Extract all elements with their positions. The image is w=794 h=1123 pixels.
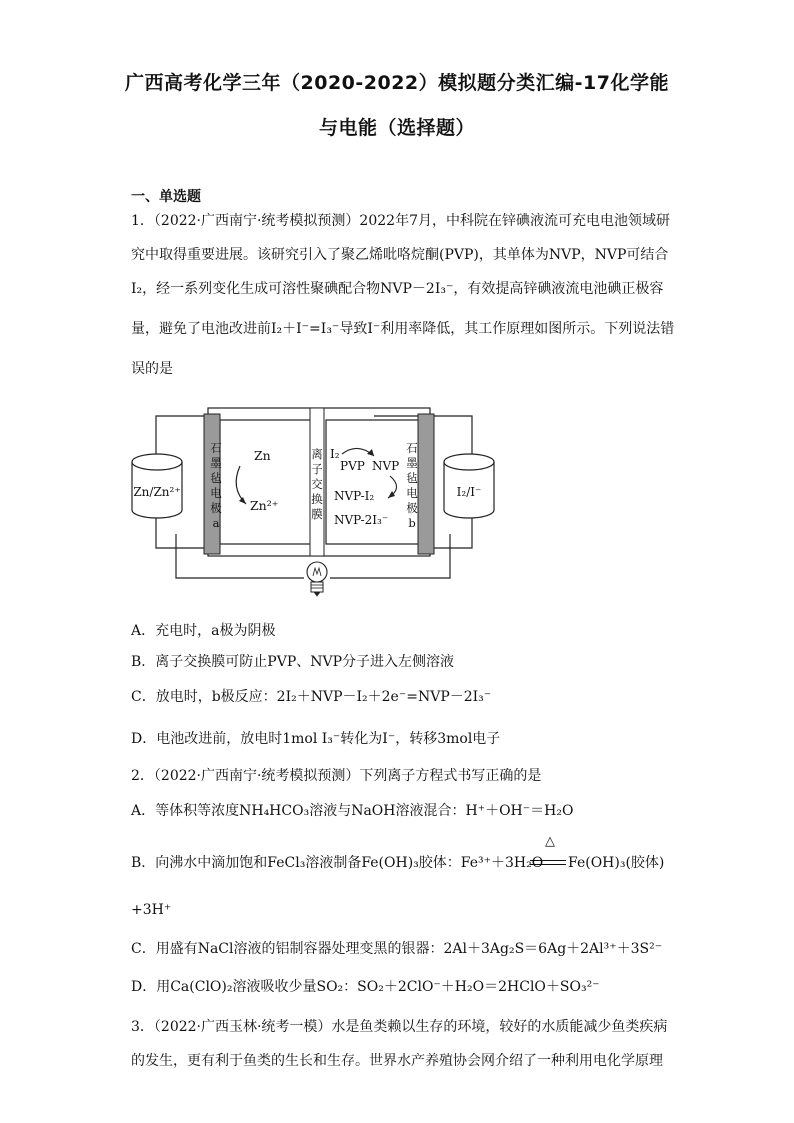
light-bulb-icon (307, 562, 327, 596)
q1-stem-line-4: 量，避免了电池改进前I₂＋I⁻=I₃⁻导致I⁻利用率降低，其工作原理如图所示。下列说法错 (131, 321, 675, 337)
q2-option-b-part-2: Fe(OH)₃(胶体) (568, 855, 665, 871)
q3-stem-line-1: 3．（2022·广西玉林·统考一模）水是鱼类赖以生存的环境，较好的水质能减少鱼类疾病 (131, 1019, 668, 1035)
q1-stem-line-3: I₂，经一系列变化生成可溶性聚碘配合物NVP－2I₃⁻，有效提高锌碘液流电池碘正极容 (131, 281, 664, 297)
membrane-char: 离 (311, 447, 323, 461)
membrane-char: 交 (311, 477, 323, 491)
electrode-a-char: 墨 (210, 456, 222, 470)
q1-option-c: C．放电时，b极反应：2I₂＋NVP－I₂＋2e⁻=NVP－2I₃⁻ (131, 689, 492, 705)
equation-equals-bar (530, 860, 566, 865)
q2-option-b-part-3: +3H⁺ (131, 902, 172, 918)
species-zn: Zn (254, 448, 271, 463)
electrode-a-char: 电 (210, 486, 222, 500)
species-nvp: NVP (372, 459, 400, 473)
page-title-line-1: 广西高考化学三年（2020-2022）模拟题分类汇编-17化学能 (125, 72, 669, 94)
species-zn2plus: Zn²⁺ (250, 498, 279, 513)
species-nvp-i2: NVP-I₂ (334, 489, 375, 503)
electrode-a-char: 毡 (210, 471, 222, 485)
membrane-char: 子 (311, 462, 323, 476)
page-title-line-2: 与电能（选择题） (318, 117, 475, 139)
reaction-arrow-left (236, 466, 246, 504)
tank-right-label: I₂/I⁻ (456, 485, 482, 499)
electrode-b-char: 墨 (406, 456, 418, 470)
q1-stem-line-5: 误的是 (131, 361, 173, 377)
section-heading: 一、单选题 (131, 189, 201, 205)
electrode-b-char: 电 (406, 486, 418, 500)
q2-option-d: D．用Ca(ClO)₂溶液吸收少量SO₂：SO₂＋2ClO⁻＋H₂O＝2HClO＋SO₃²⁻ (131, 979, 600, 995)
species-i2: I₂ (330, 447, 340, 461)
q3-stem-line-2: 的发生，更有利于鱼类的生长和生存。世界水产养殖协会网介绍了一种利用电化学原理 (131, 1053, 663, 1069)
zinc-iodine-flow-battery-diagram (126, 388, 506, 604)
membrane-char: 换 (311, 492, 323, 506)
q1-stem-line-1: 1．（2022·广西南宁·统考模拟预测）2022年7月，中科院在锌碘液流可充电电池领域研 (131, 213, 670, 229)
electrode-b-char: b (408, 516, 416, 530)
electrode-a-char: a (212, 516, 220, 530)
q1-option-d: D．电池改进前，放电时1mol I₃⁻转化为I⁻，转移3mol电子 (131, 731, 501, 747)
electrode-a-char: 极 (210, 501, 222, 515)
species-nvp-2i3: NVP-2I₃⁻ (334, 513, 389, 527)
membrane-char: 膜 (311, 507, 323, 521)
species-pvp: PVP (340, 459, 365, 473)
q1-stem-line-2: 究中取得重要进展。该研究引入了聚乙烯吡咯烷酮(PVP)，其单体为NVP，NVP可结合 (131, 247, 669, 263)
electrode-a-char: 石 (210, 441, 222, 455)
reaction-condition-delta: △ (545, 834, 555, 849)
electrode-b (418, 414, 434, 554)
electrode-b-char: 毡 (406, 471, 418, 485)
q1-option-a: A．充电时，a极为阴极 (131, 623, 276, 639)
q2-option-a: A．等体积等浓度NH₄HCO₃溶液与NaOH溶液混合：H⁺＋OH⁻＝H₂O (131, 803, 574, 819)
tank-left-label: Zn/Zn²⁺ (133, 485, 181, 499)
q2-option-b-part-1: B．向沸水中滴加饱和FeCl₃溶液制备Fe(OH)₃胶体：Fe³⁺＋3H₂O (131, 855, 544, 871)
electrode-b-char: 极 (406, 501, 418, 515)
q1-option-b: B．离子交换膜可防止PVP、NVP分子进入左侧溶液 (131, 654, 455, 670)
q2-option-c: C．用盛有NaCl溶液的铝制容器处理变黑的银器：2Al＋3Ag₂S＝6Ag＋2Al³⁺＋3S²⁻ (131, 941, 663, 957)
q2-stem: 2．（2022·广西南宁·统考模拟预测）下列离子方程式书写正确的是 (131, 768, 542, 784)
electrode-b-char: 石 (406, 441, 418, 455)
